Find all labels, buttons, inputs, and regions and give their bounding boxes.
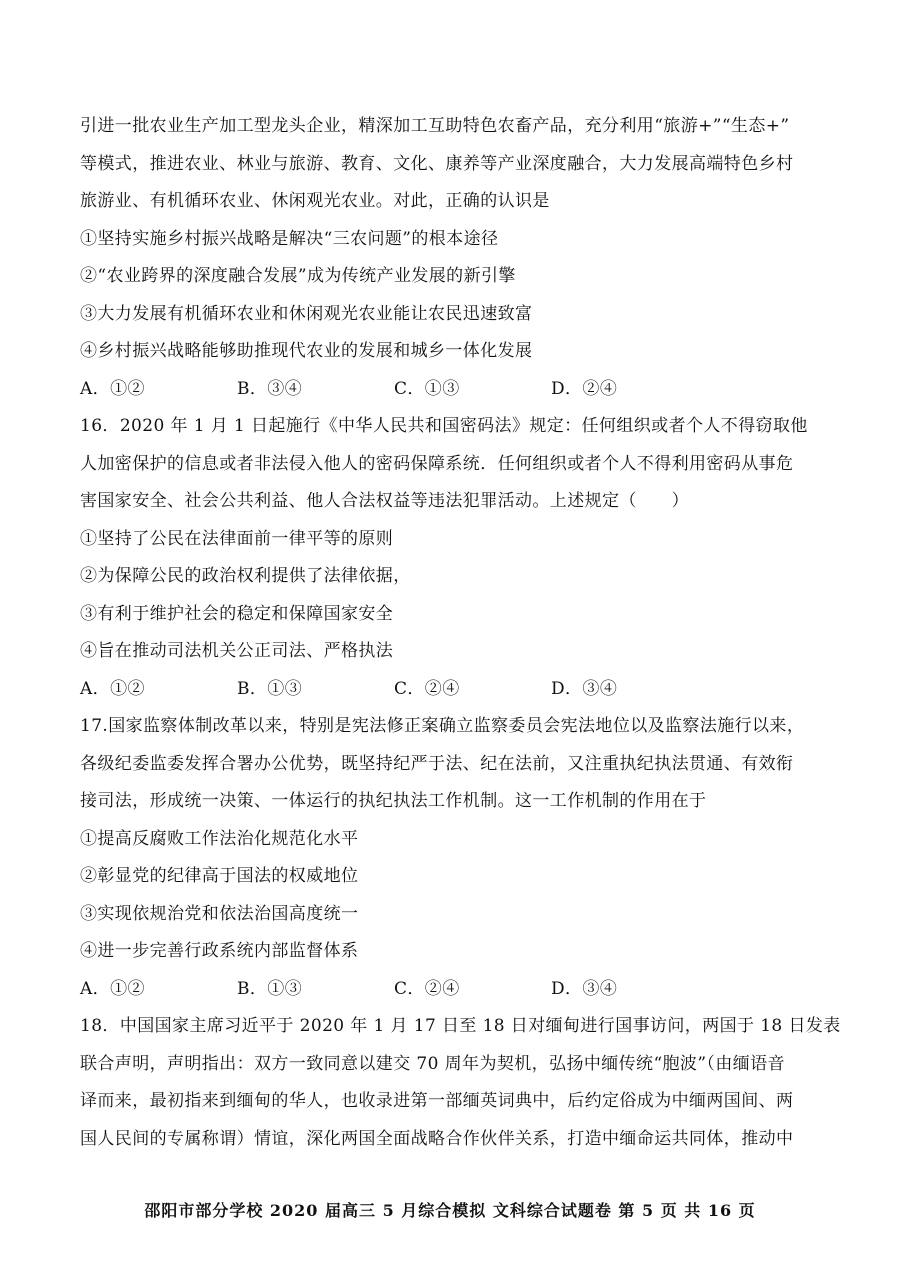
question-text-line: 等模式，推进农业、林业与旅游、教育、文化、康养等产业深度融合，大力发展高端特色乡村 bbox=[80, 153, 794, 174]
choice-d: D．②④ bbox=[551, 378, 618, 399]
option-2: ②彰显党的纪律高于国法的权威地位 bbox=[80, 866, 359, 886]
question-text-line: 17.国家监察体制改革以来，特别是宪法修正案确立监察委员会宪法地位以及监察法施行以来， bbox=[80, 716, 805, 736]
option-4: ④进一步完善行政系统内部监督体系 bbox=[80, 941, 359, 961]
question-18 bbox=[80, 1008, 841, 1158]
choice-b: B．①③ bbox=[237, 678, 303, 699]
exam-page bbox=[80, 108, 841, 1158]
question-text-line: 接司法，形成统一决策、一体运行的执纪执法工作机制。这一工作机制的作用在于 bbox=[80, 791, 707, 811]
question-15-continued bbox=[80, 108, 825, 408]
question-16 bbox=[80, 408, 825, 708]
question-text-line: 各级纪委监委发挥合署办公优势，既坚持纪严于法、纪在法前，又注重执纪执法贯通、有效衔 bbox=[80, 753, 794, 774]
question-text-line: 害国家安全、社会公共利益、他人合法权益等违法犯罪活动。上述规定（ ） bbox=[80, 491, 689, 511]
option-1: ①坚持实施乡村振兴战略是解决“三农问题”的根本途径 bbox=[80, 228, 499, 249]
question-text-line: 译而来，最初指来到缅甸的华人，也收录进第一部缅英词典中，后约定俗成为中缅两国间、两 bbox=[80, 1091, 794, 1111]
choice-a: A．①② bbox=[80, 978, 145, 999]
question-text-line: 人加密保护的信息或者非法侵入他人的密码保障系统．任何组织或者个人不得利用密码从事危 bbox=[80, 453, 794, 474]
question-text-line: 旅游业、有机循环农业、休闲观光农业。对此，正确的认识是 bbox=[80, 191, 550, 211]
choice-a: A．①② bbox=[80, 678, 145, 699]
option-1: ①坚持了公民在法律面前一律平等的原则 bbox=[80, 528, 394, 549]
choice-c: C．②④ bbox=[394, 678, 460, 699]
answer-choices bbox=[80, 671, 825, 709]
question-text-line: 18．中国国家主席习近平于 2020 年 1 月 17 日至 18 日对缅甸进行国事访问，两国于 18 日发表 bbox=[80, 1016, 841, 1036]
page-footer: 邵阳市部分学校 2020 届高三 5 月综合模拟 文科综合试题卷 第 5 页 共 16 页 bbox=[144, 1201, 756, 1220]
question-text-line: 引进一批农业生产加工型龙头企业，精深加工互助特色农畜产品，充分利用“旅游+”“生态+” bbox=[80, 116, 790, 136]
choice-c: C．②④ bbox=[394, 978, 460, 999]
choice-c: C．①③ bbox=[394, 378, 460, 399]
question-text-line: 16．2020 年 1 月 1 日起施行《中华人民共和国密码法》规定：任何组织或者个人不得窃取他 bbox=[80, 416, 808, 436]
question-text-line: 联合声明，声明指出：双方一致同意以建交 70 周年为契机，弘扬中缅传统“胞波”（由缅语音 bbox=[80, 1053, 785, 1074]
question-text-line: 国人民间的专属称谓）情谊，深化两国全面战略合作伙伴关系，打造中缅命运共同体，推动中 bbox=[80, 1128, 794, 1149]
answer-choices bbox=[80, 971, 825, 1009]
option-2: ②“农业跨界的深度融合发展”成为传统产业发展的新引擎 bbox=[80, 266, 516, 286]
option-3: ③大力发展有机循环农业和休闲观光农业能让农民迅速致富 bbox=[80, 303, 533, 324]
answer-choices bbox=[80, 371, 825, 409]
choice-a: A．①② bbox=[80, 378, 145, 399]
option-3: ③有利于维护社会的稳定和保障国家安全 bbox=[80, 603, 394, 624]
option-1: ①提高反腐败工作法治化规范化水平 bbox=[80, 828, 359, 849]
option-4: ④旨在推动司法机关公正司法、严格执法 bbox=[80, 641, 394, 661]
choice-d: D．③④ bbox=[551, 978, 618, 999]
option-2: ②为保障公民的政治权利提供了法律依据， bbox=[80, 566, 411, 586]
question-17 bbox=[80, 708, 825, 1008]
choice-b: B．①③ bbox=[237, 978, 303, 999]
choice-b: B．③④ bbox=[237, 378, 303, 399]
choice-d: D．③④ bbox=[551, 678, 618, 699]
option-3: ③实现依规治党和依法治国高度统一 bbox=[80, 903, 359, 924]
option-4: ④乡村振兴战略能够助推现代农业的发展和城乡一体化发展 bbox=[80, 341, 533, 361]
